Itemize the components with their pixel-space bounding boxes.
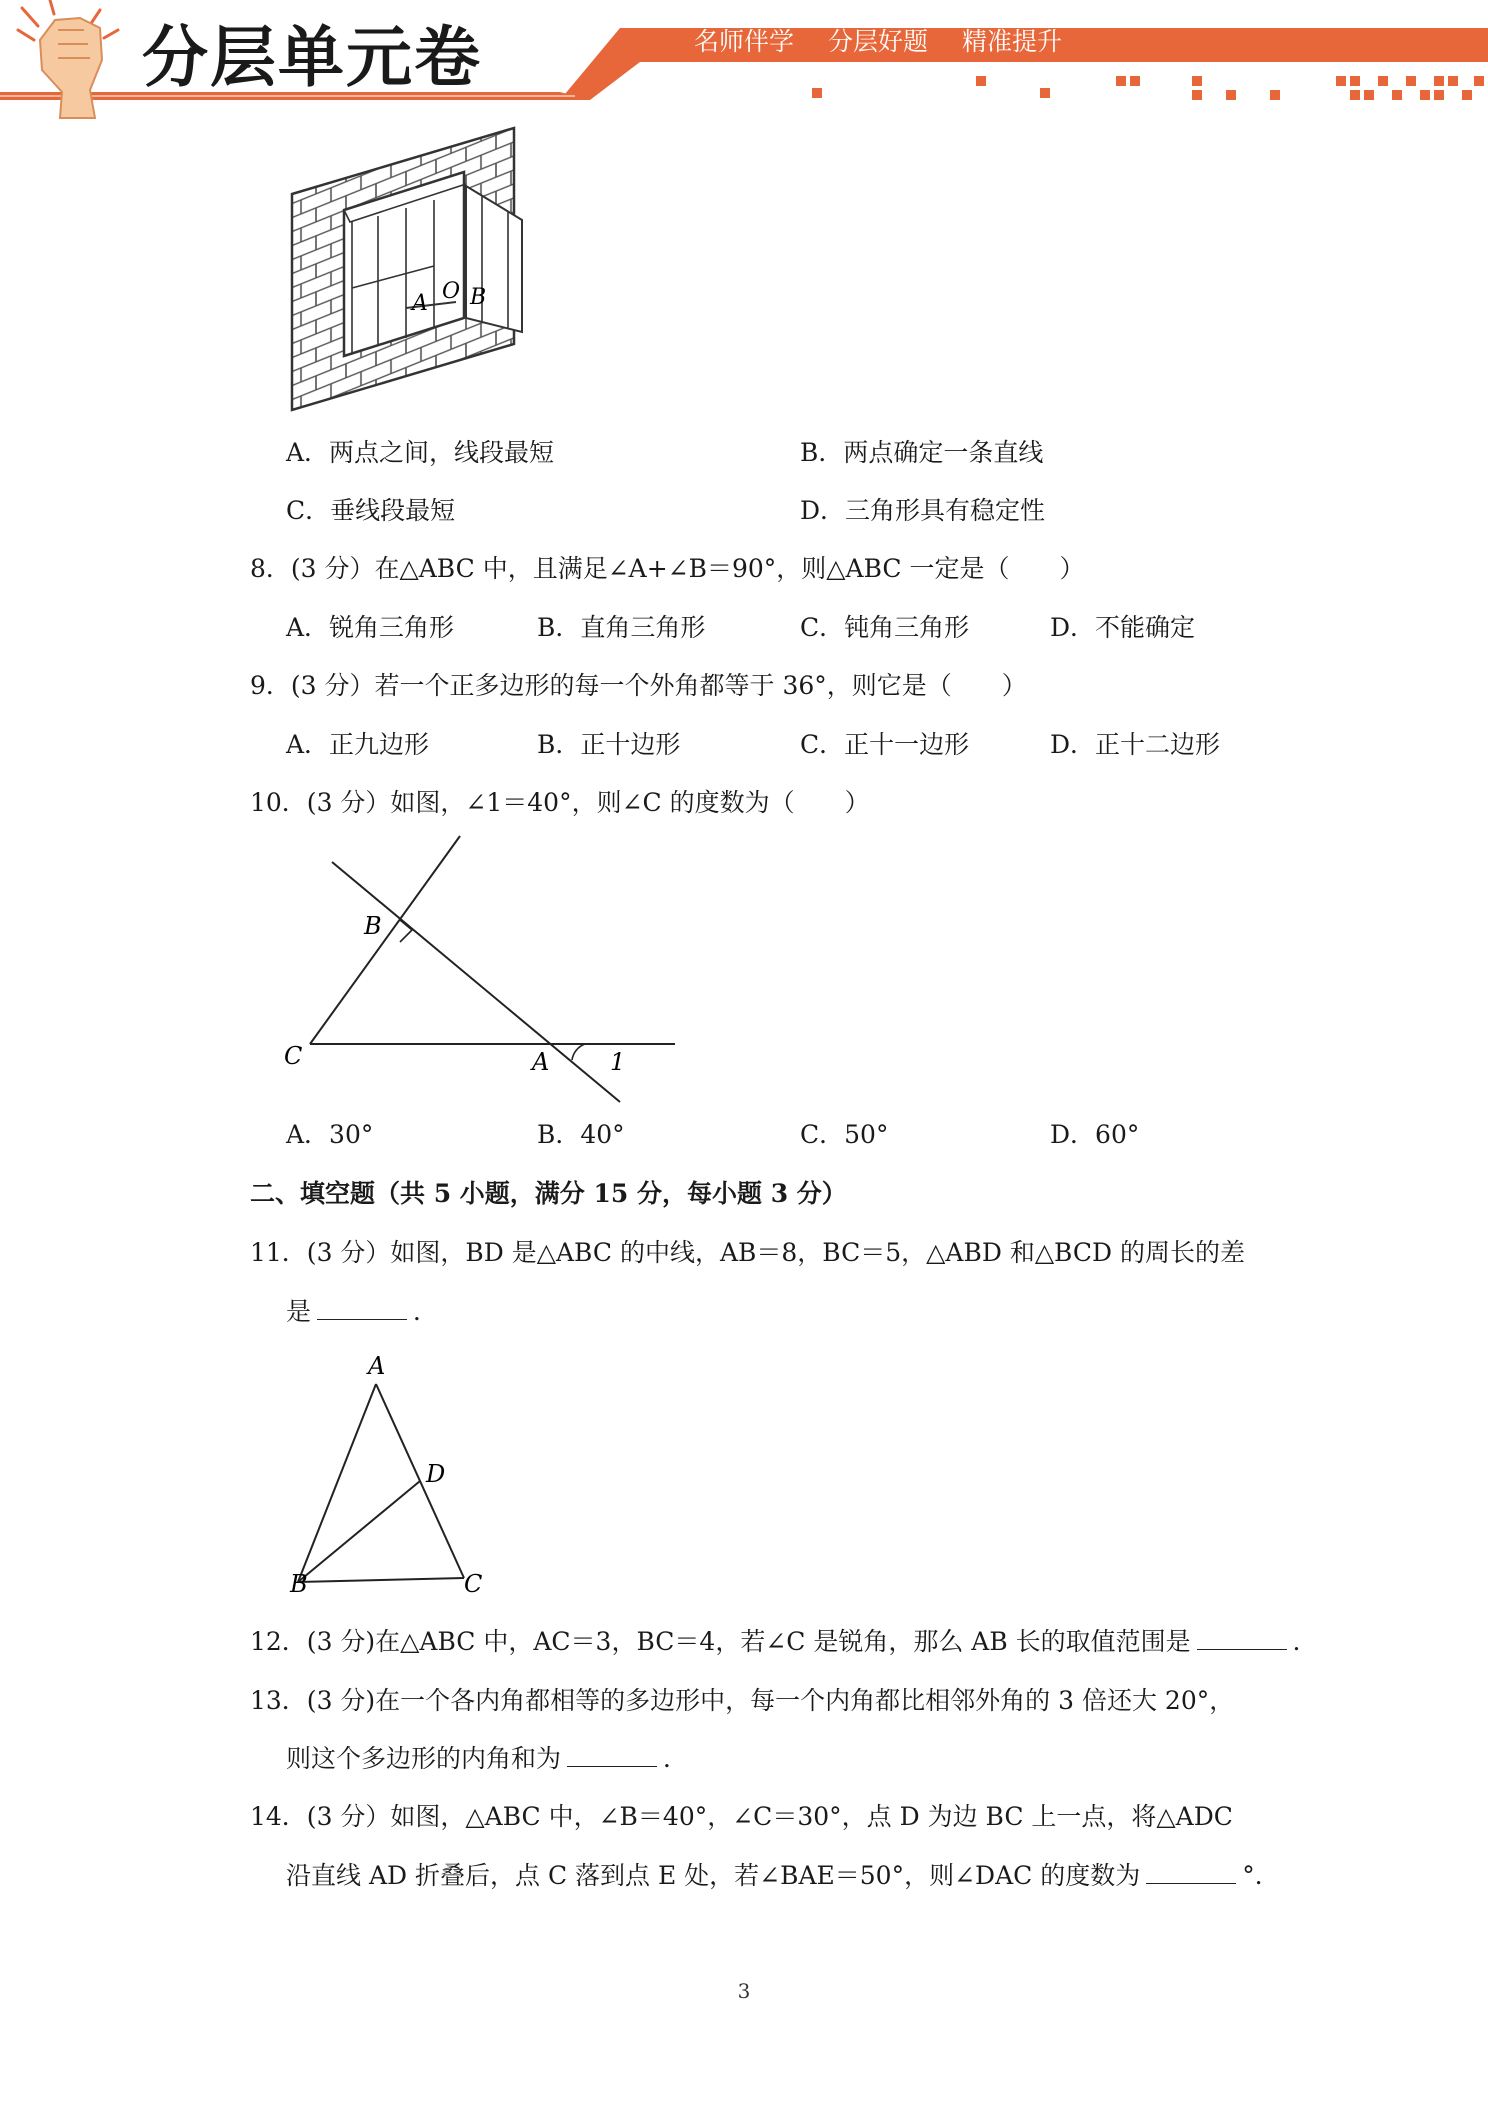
brand-title: 分层单元卷 [142, 19, 482, 96]
page-header [0, 0, 1488, 120]
label-1: 1 [610, 1048, 626, 1076]
section-heading: 二、填空题（共 5 小题，满分 15 分，每小题 3 分） [250, 1179, 847, 1208]
q14-suffix: °． [1242, 1861, 1280, 1890]
label-B: B [470, 285, 487, 310]
q10-option-c: C．50° [800, 1120, 889, 1149]
q8-option-c: C．钝角三角形 [800, 613, 970, 642]
q9-option-d: D．正十二边形 [1050, 730, 1221, 759]
q11-stem: 11．(3 分）如图，BD 是△ABC 的中线，AB＝8，BC＝5，△ABD 和△BCD 的周长的差 [250, 1238, 1245, 1267]
q10-triangle-figure [270, 830, 690, 1110]
q8-option-a: A．锐角三角形 [286, 613, 455, 642]
window-figure [286, 122, 526, 414]
q13-blank[interactable] [567, 1744, 657, 1767]
q11-triangle-figure [280, 1350, 500, 1600]
label-C: C [464, 1570, 483, 1598]
q11-answer-line [286, 1296, 438, 1328]
q9-option-a: A．正九边形 [286, 730, 430, 759]
q8-option-b: B．直角三角形 [537, 613, 706, 642]
q13-prefix: 则这个多边形的内角和为 [286, 1744, 562, 1773]
q8-stem: 8．(3 分）在△ABC 中，且满足∠A+∠B＝90°，则△ABC 一定是（ ） [250, 554, 1085, 583]
q11-prefix: 是 [286, 1297, 312, 1326]
q7-option-a: A．两点之间，线段最短 [286, 438, 555, 467]
q13-stem: 13．(3 分)在一个各内角都相等的多边形中，每一个内角都比相邻外角的 3 倍还大 20°， [250, 1686, 1235, 1715]
slogan-item: 精准提升 [961, 27, 1062, 56]
q13-answer-line [286, 1743, 688, 1775]
q7-option-d: D．三角形具有稳定性 [800, 496, 1046, 525]
label-B: B [290, 1570, 308, 1598]
q14-stem: 14．(3 分）如图，△ABC 中，∠B＝40°，∠C＝30°，点 D 为边 BC 上一点，将△ADC [250, 1802, 1233, 1831]
q14-answer-line [286, 1860, 1280, 1892]
label-A: A [412, 291, 428, 316]
q8-option-d: D．不能确定 [1050, 613, 1196, 642]
q14-prefix: 沿直线 AD 折叠后，点 C 落到点 E 处，若∠BAE＝50°，则∠DAC 的度数为 [286, 1861, 1141, 1890]
label-O: O [442, 279, 461, 304]
q12-blank[interactable] [1197, 1627, 1287, 1650]
q14-blank[interactable] [1146, 1861, 1236, 1884]
label-B: B [364, 912, 382, 940]
q7-option-b: B．两点确定一条直线 [800, 438, 1044, 467]
label-A: A [368, 1352, 386, 1380]
label-C: C [284, 1042, 303, 1070]
q12-stem [250, 1626, 1318, 1658]
q10-option-d: D．60° [1050, 1120, 1140, 1149]
q10-stem: 10．(3 分）如图，∠1＝40°，则∠C 的度数为（ ） [250, 788, 870, 817]
q12-suffix: ． [1292, 1627, 1318, 1656]
q7-option-c: C．垂线段最短 [286, 496, 456, 525]
q9-stem: 9．(3 分）若一个正多边形的每一个外角都等于 36°，则它是（ ） [250, 671, 1027, 700]
label-A: A [532, 1048, 550, 1076]
q9-option-b: B．正十边形 [537, 730, 681, 759]
q13-suffix: ． [663, 1744, 689, 1773]
q11-blank[interactable] [317, 1297, 407, 1320]
q9-option-c: C．正十一边形 [800, 730, 970, 759]
slogan-item: 分层好题 [827, 27, 928, 56]
slogan-item: 名师伴学 [694, 27, 795, 56]
page-number: 3 [737, 1979, 751, 2003]
q11-suffix: ． [413, 1297, 439, 1326]
q10-option-a: A．30° [286, 1120, 374, 1149]
label-D: D [426, 1460, 446, 1488]
q12-text: 12．(3 分)在△ABC 中，AC＝3，BC＝4，若∠C 是锐角，那么 AB 长的取值范围是 [250, 1627, 1191, 1656]
decorative-squares [812, 76, 1484, 100]
fist-icon [18, 0, 118, 118]
q10-option-b: B．40° [537, 1120, 625, 1149]
header-slogan [694, 22, 1088, 58]
